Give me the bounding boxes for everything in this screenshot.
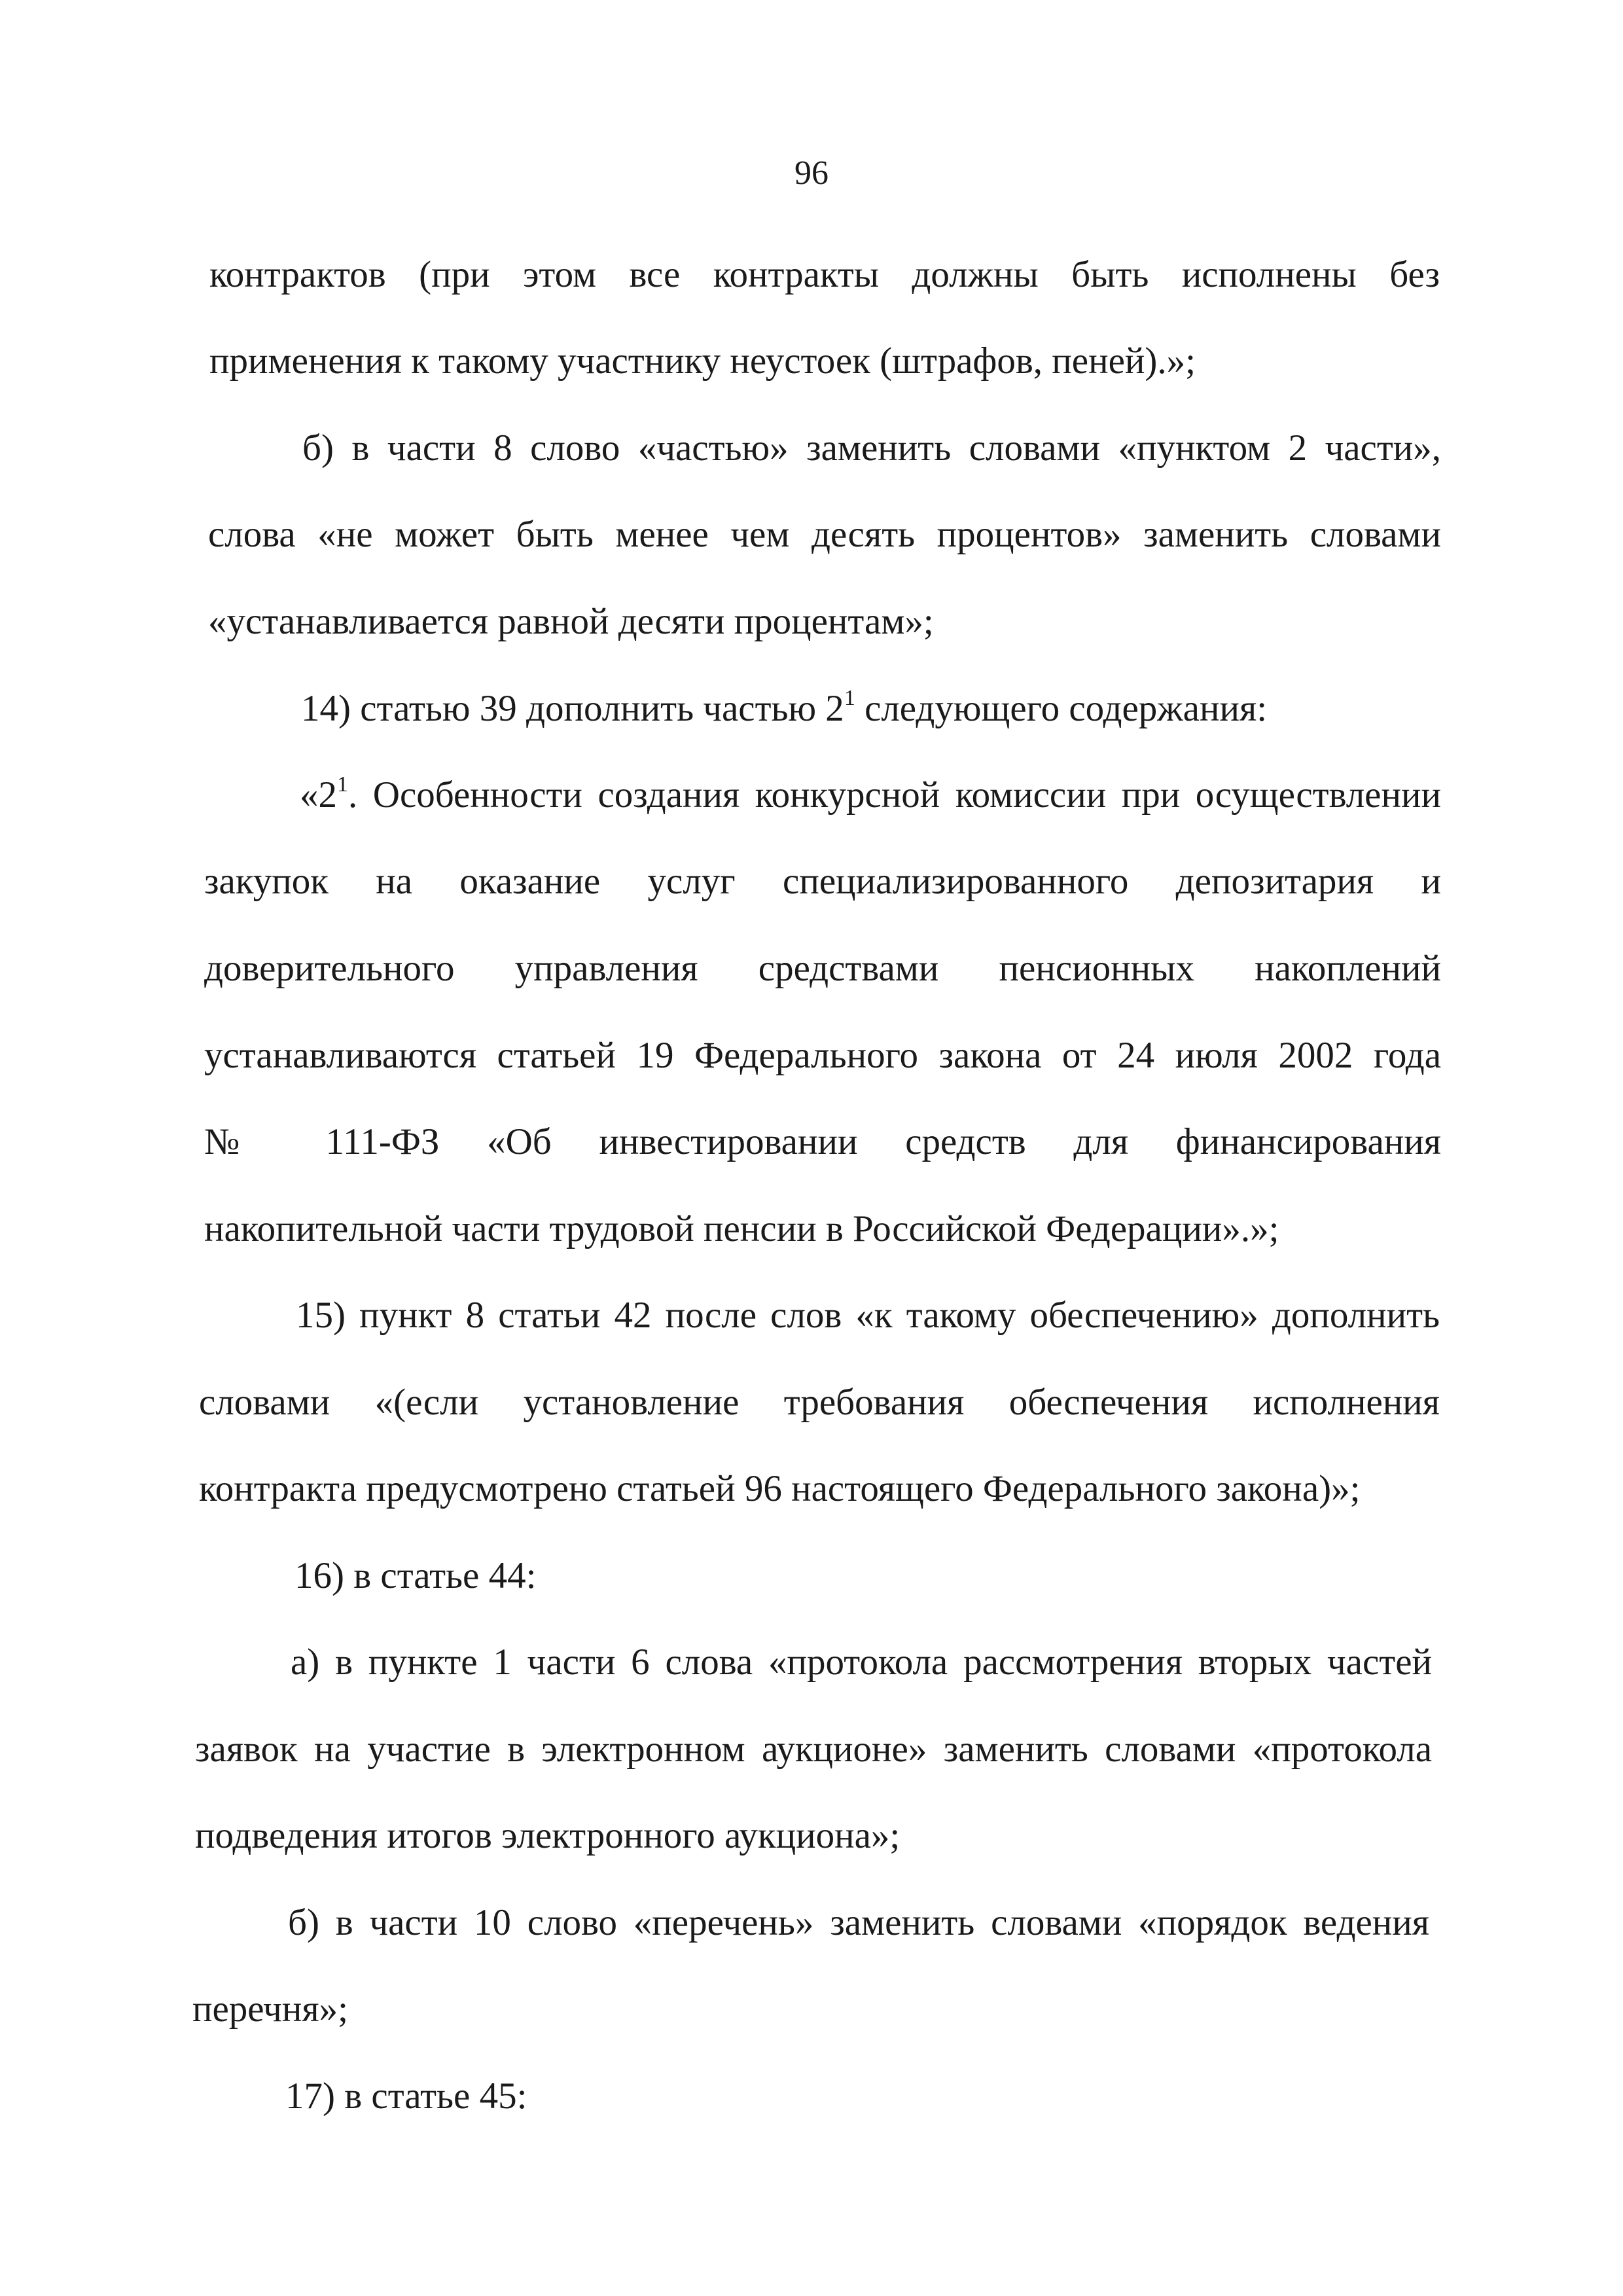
text-line: № 111-ФЗ «Об инвестировании средств для финансирования: [204, 1121, 1441, 1162]
text-line: контракта предусмотрено статьей 96 настоящего Федерального закона)»;: [199, 1468, 1361, 1509]
superscript: 1: [337, 772, 348, 797]
page-number: 96: [794, 154, 829, 192]
text-line: контрактов (при этом все контракты должны быть исполнены без: [209, 254, 1440, 295]
text-line: а) в пункте 1 части 6 слова «протокола рассмотрения вторых частей: [291, 1641, 1432, 1683]
text-line: «устанавливается равной десяти процентам»;: [208, 601, 934, 642]
text-line: закупок на оказание услуг специализированного депозитария и: [204, 861, 1441, 902]
text-line: словами «(если установление требования обеспечения исполнения: [199, 1382, 1440, 1423]
text-line: 15) пункт 8 статьи 42 после слов «к такому обеспечению» дополнить: [296, 1295, 1440, 1336]
text-line: [301, 686, 1267, 732]
superscript: 1: [844, 686, 855, 710]
text-line: накопительной части трудовой пенсии в Российской Федерации».»;: [204, 1208, 1279, 1249]
text-line: слова «не может быть менее чем десять процентов» заменить словами: [208, 514, 1441, 555]
text-line: 16) в статье 44:: [294, 1555, 537, 1596]
text-fragment: «2: [300, 774, 337, 816]
text-line: доверительного управления средствами пенсионных накоплений: [204, 948, 1441, 989]
text-line: устанавливаются статьей 19 Федерального закона от 24 июля 2002 года: [204, 1035, 1441, 1076]
text-line: перечня»;: [192, 1988, 348, 2030]
text-line: 17) в статье 45:: [285, 2075, 527, 2117]
text-fragment: следующего содержания:: [855, 688, 1268, 729]
text-line: заявок на участие в электронном аукционе» заменить словами «протокола: [195, 1729, 1432, 1770]
text-line: б) в части 8 слово «частью» заменить словами «пунктом 2 части»,: [302, 427, 1441, 469]
text-line: [300, 772, 1441, 818]
text-fragment: . Особенности создания конкурсной комиссии при осуществлении: [348, 774, 1441, 816]
text-fragment: 14) статью 39 дополнить частью 2: [301, 688, 844, 729]
text-line: подведения итогов электронного аукциона»;: [195, 1815, 901, 1856]
text-line: применения к такому участнику неустоек (штрафов, пеней).»;: [209, 340, 1196, 382]
text-line: б) в части 10 слово «перечень» заменить словами «порядок ведения: [288, 1902, 1429, 1943]
